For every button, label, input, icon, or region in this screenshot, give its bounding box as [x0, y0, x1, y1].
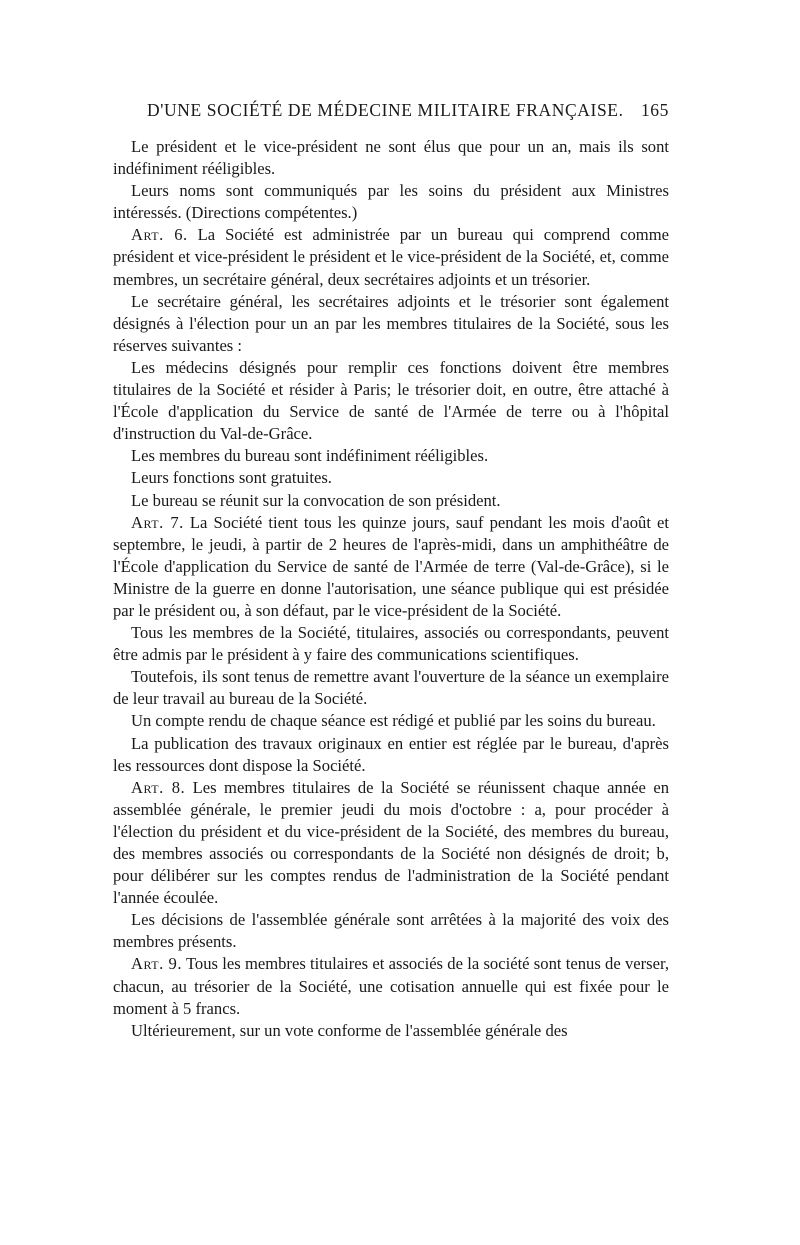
- running-header: [113, 100, 669, 124]
- article-paragraph: [113, 512, 669, 622]
- paragraph-text: La Société tient tous les quinze jours, sauf pendant les mois d'août et septembre, le jeudi, à partir de 2 heures de l'après-midi, dans un amphithéâtre de l'École d'application du Service de santé de l'Armée de terre (Val-de-Grâce), si le Ministre de la guerre en donne l'autorisation, une séance publique qui est présidée par le président ou, à son défaut, par le vice-président de la Société.: [113, 512, 669, 620]
- paragraph-text: Un compte rendu de chaque séance est rédigé et publié par les soins du bureau.: [131, 711, 656, 731]
- paragraph: [113, 666, 669, 710]
- article-paragraph: [113, 777, 669, 910]
- paragraph-text: Le président et le vice-président ne sont élus que pour un an, mais ils sont indéfiniment rééligibles.: [113, 137, 669, 179]
- paragraph: [113, 490, 669, 512]
- paragraph-text: Toutefois, ils sont tenus de remettre avant l'ouverture de la séance un exemplaire de leur travail au bureau de la Société.: [113, 667, 669, 709]
- article-paragraph: [113, 953, 669, 1019]
- paragraph: [113, 1020, 669, 1042]
- paragraph-text: Leurs fonctions sont gratuites.: [131, 468, 332, 488]
- paragraph-text: La publication des travaux originaux en entier est réglée par le bureau, d'après les ressources dont dispose la Société.: [113, 733, 669, 775]
- paragraph-text: Les membres du bureau sont indéfiniment rééligibles.: [131, 446, 489, 466]
- paragraph-text: Tous les membres de la Société, titulaires, associés ou correspondants, peuvent être admis par le président à y faire des communications scientifiques.: [113, 623, 669, 665]
- paragraph-text: Ultérieurement, sur un vote conforme de l'assemblée générale des: [131, 1020, 568, 1040]
- paragraph-text: Leurs noms sont communiqués par les soins du président aux Ministres intéressés. (Directions compétentes.): [113, 181, 669, 223]
- article-label: Art. 7.: [131, 512, 184, 532]
- paragraph: [113, 622, 669, 666]
- paragraph: [113, 467, 669, 489]
- header-title: D'UNE SOCIÉTÉ DE MÉDECINE MILITAIRE FRANÇAISE.: [147, 100, 624, 120]
- paragraph-text: Le bureau se réunit sur la convocation de son président.: [131, 490, 501, 510]
- page-number: 165: [640, 100, 669, 120]
- body-text: [113, 136, 669, 1042]
- paragraph-text: Les décisions de l'assemblée générale sont arrêtées à la majorité des voix des membres présents.: [113, 910, 669, 952]
- paragraph-text: Tous les membres titulaires et associés de la société sont tenus de verser, chacun, au trésorier de la Société, une cotisation annuelle qui est fixée pour le moment à 5 francs.: [113, 954, 669, 1018]
- paragraph: [113, 710, 669, 732]
- paragraph: [113, 136, 669, 180]
- paragraph-text: Les médecins désignés pour remplir ces fonctions doivent être membres titulaires de la Société et résider à Paris; le trésorier doit, en outre, être attaché à l'École d'application du Service de santé de l'Armée de terre ou à l'hôpital d'instruction du Val-de-Grâce.: [113, 357, 669, 444]
- paragraph: [113, 180, 669, 224]
- paragraph: [113, 357, 669, 445]
- paragraph-text: Les membres titulaires de la Société se réunissent chaque année en assemblée générale, le premier jeudi du mois d'octobre : a, pour procéder à l'élection du président et du vice-président de la Société, des membres du bureau, des membres associés ou correspondants de la Société non désignés de droit; b, pour délibérer sur les comptes rendus de l'administration de la Société pendant l'année écoulée.: [113, 777, 669, 908]
- paragraph: [113, 909, 669, 953]
- paragraph-text: Le secrétaire général, les secrétaires adjoints et le trésorier sont également désignés à l'élection pour un an par les membres titulaires de la Société, sous les réserves suivantes :: [113, 291, 669, 355]
- paragraph-text: La Société est administrée par un bureau qui comprend comme président et vice-président le président et le vice-président de la Société, et, comme membres, un secrétaire général, deux secrétaires adjoints et un trésorier.: [113, 225, 669, 289]
- article-label: Art. 9.: [131, 954, 182, 974]
- paragraph: [113, 291, 669, 357]
- article-label: Art. 8.: [131, 777, 186, 797]
- article-label: Art. 6.: [131, 225, 188, 245]
- paragraph: [113, 733, 669, 777]
- paragraph: [113, 445, 669, 467]
- document-page: [113, 100, 669, 1042]
- article-paragraph: [113, 224, 669, 290]
